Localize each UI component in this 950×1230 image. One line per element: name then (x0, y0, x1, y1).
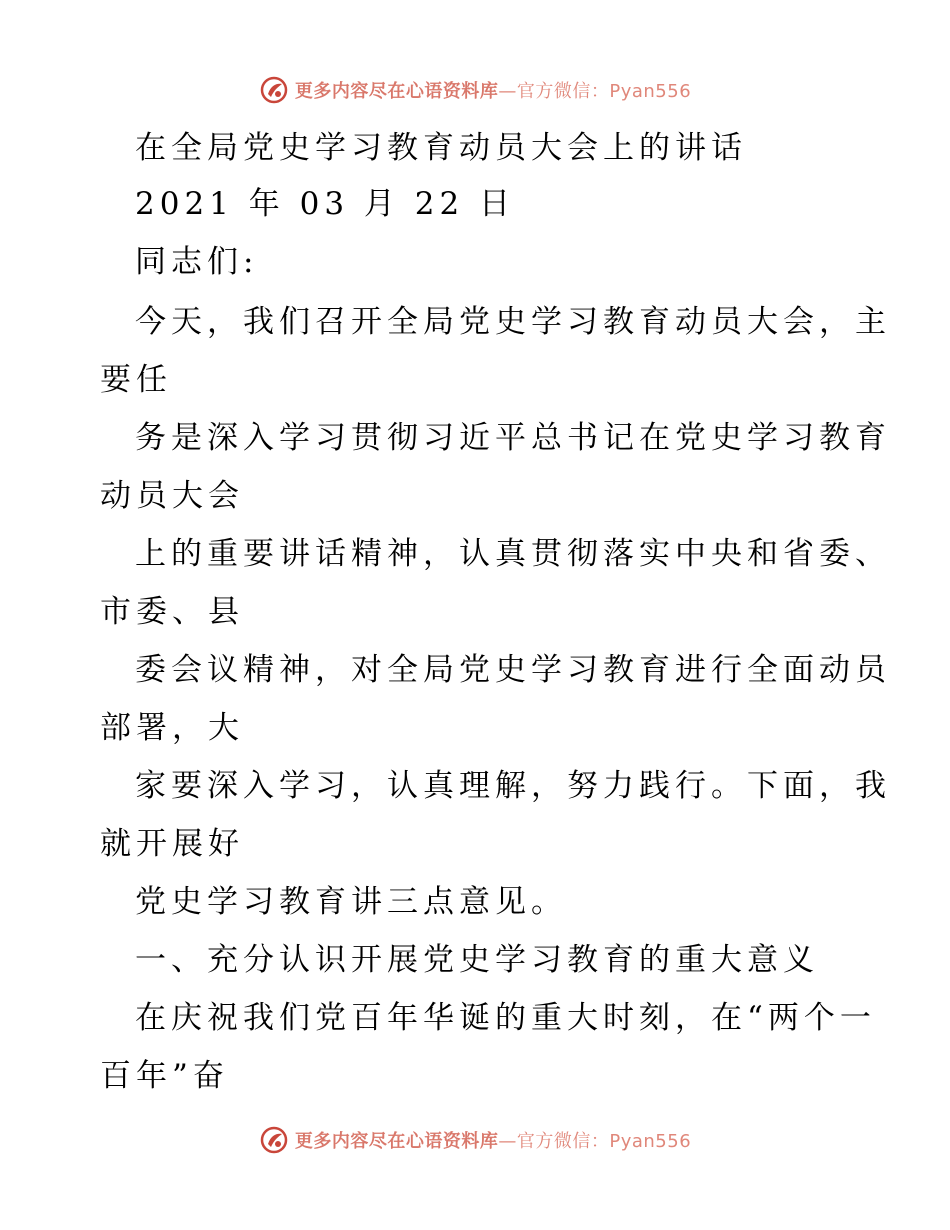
paragraph-line: 要任 (100, 362, 172, 398)
banner-wechat-label: 官方微信： (516, 81, 610, 102)
paragraph-line: 务是深入学习贯彻习近平总书记在党史学习教育 (135, 420, 891, 456)
paragraph-line: 今天，我们召开全局党史学习教育动员大会，主 (135, 304, 891, 340)
paragraph-line: 百年”奋 (100, 1058, 229, 1094)
header-banner (0, 70, 950, 110)
document-date: 2021 年 03 月 22 日 (135, 186, 516, 222)
paragraph-line: 家要深入学习，认真理解，努力践行。下面，我 (135, 768, 891, 804)
banner-text (295, 1127, 691, 1153)
banner-wechat-label: 官方微信： (516, 1131, 610, 1152)
paragraph-line: 市委、县 (100, 594, 244, 630)
section-heading: 一、充分认识开展党史学习教育的重大意义 (135, 942, 819, 978)
paragraph-line: 党史学习教育讲三点意见。 (135, 884, 567, 920)
brand-logo-icon (259, 1125, 289, 1155)
banner-main-text: 更多内容尽在心语资料库 (294, 81, 499, 102)
paragraph-line: 动员大会 (100, 478, 244, 514)
document-title: 在全局党史学习教育动员大会上的讲话 (135, 130, 747, 166)
paragraph-line: 上的重要讲话精神，认真贯彻落实中央和省委、 (135, 536, 891, 572)
banner-text (295, 77, 691, 103)
banner-separator: — (498, 81, 517, 102)
paragraph-line: 就开展好 (100, 826, 244, 862)
paragraph-line: 在庆祝我们党百年华诞的重大时刻，在“两个一 (135, 1000, 876, 1036)
footer-banner (0, 1120, 950, 1160)
banner-separator: — (498, 1131, 517, 1152)
banner-main-text: 更多内容尽在心语资料库 (294, 1131, 499, 1152)
document-salutation: 同志们: (135, 244, 259, 280)
banner-wechat-id: Pyan556 (609, 81, 692, 102)
paragraph-line: 委会议精神，对全局党史学习教育进行全面动员 (135, 652, 891, 688)
banner-wechat-id: Pyan556 (609, 1131, 692, 1152)
brand-logo-icon (259, 75, 289, 105)
paragraph-line: 部署，大 (100, 710, 244, 746)
